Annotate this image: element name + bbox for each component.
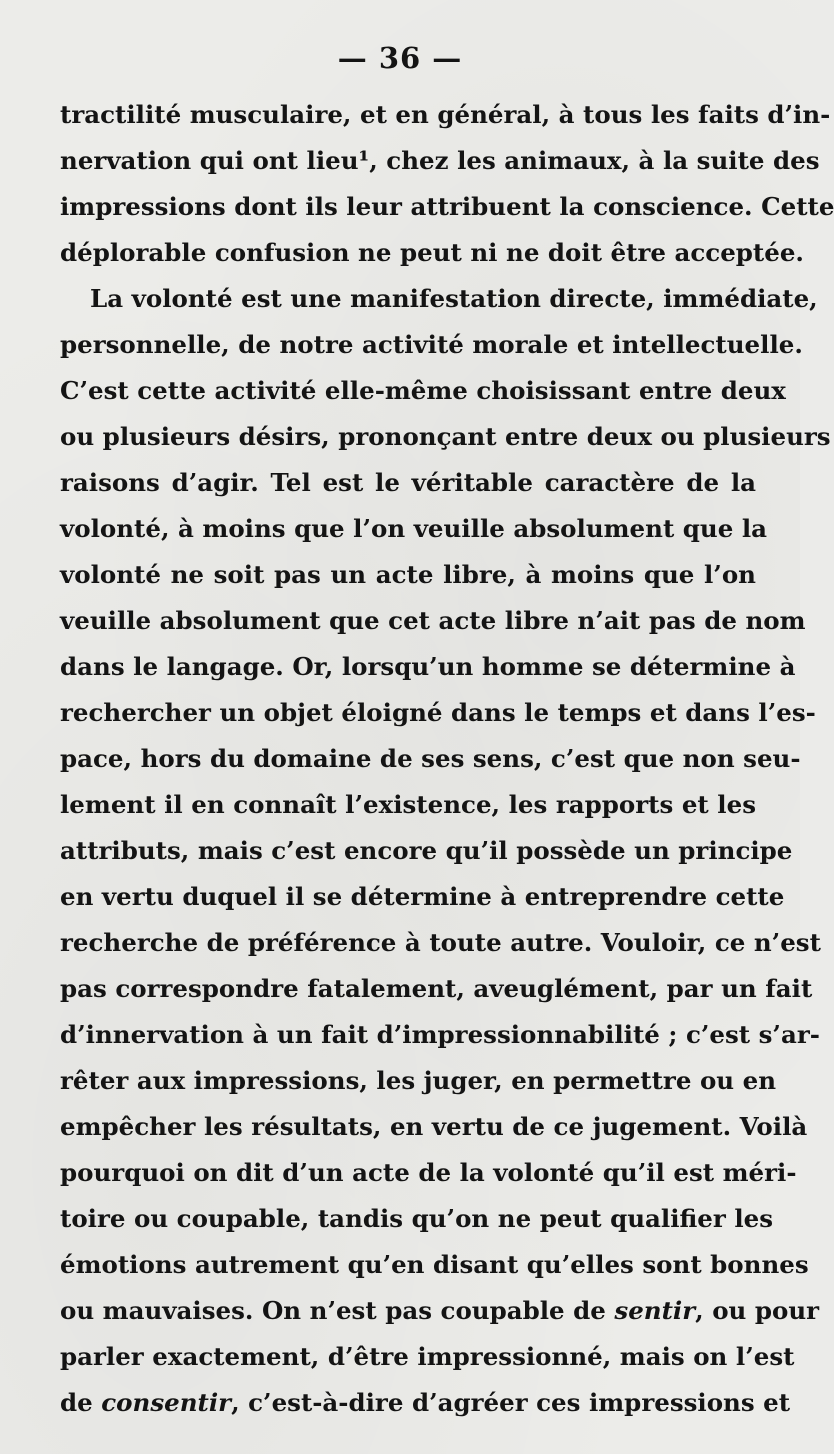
text-run: de [60,1388,93,1417]
body-text [60,92,834,1426]
text-line: parler exactement, d’être impressionné, mais on l’est [60,1342,795,1371]
text-line: dans le langage. Or, lorsqu’un homme se détermine à [60,652,796,681]
text-line: tractilité musculaire, et en général, à tous les faits d’in- [60,100,831,129]
text-line: rechercher un objet éloigné dans le temps et dans l’es- [60,698,816,727]
text-line: veuille absolument que cet acte libre n’ait pas de nom [60,606,806,635]
text-line-with-italic [60,1380,791,1426]
text-line: déplorable confusion ne peut ni ne doit être acceptée. [60,238,804,267]
text-line: toire ou coupable, tandis qu’on ne peut qualifier les [60,1204,774,1233]
text-run: , ou pour [695,1296,820,1325]
text-line: émotions autrement qu’en disant qu’elles sont bonnes [60,1250,809,1279]
text-line: nervation qui ont lieu¹, chez les animaux, à la suite des [60,146,820,175]
text-line: lement il en connaît l’existence, les rapports et les [60,790,756,819]
text-line-with-italic [60,1288,820,1334]
text-line: recherche de préférence à toute autre. Vouloir, ce n’est [60,928,821,957]
text-run: ou mauvaises. On n’est pas coupable de [60,1296,606,1325]
text-line: C’est cette activité elle-même choisissant entre deux [60,376,786,405]
text-line: pourquoi on dit d’un acte de la volonté qu’il est méri- [60,1158,797,1187]
text-line: pas correspondre fatalement, aveuglément, par un fait [60,974,813,1003]
page-number: — 36 — [337,41,463,75]
italic-word-sentir: sentir [614,1296,696,1325]
text-line: en vertu duquel il se détermine à entreprendre cette [60,882,785,911]
paragraph-first-line: La volonté est une manifestation directe, immédiate, [90,284,818,313]
text-line: volonté, à moins que l’on veuille absolument que la [60,514,768,543]
text-line: ou plusieurs désirs, prononçant entre deux ou plusieurs [60,422,831,451]
text-line: empêcher les résultats, en vertu de ce jugement. Voilà [60,1112,808,1141]
text-line: attributs, mais c’est encore qu’il possède un principe [60,836,793,865]
italic-word-consentir: consentir [101,1388,232,1417]
text-line: personnelle, de notre activité morale et intellectuelle. [60,330,803,359]
text-line: volonté ne soit pas un acte libre, à moins que l’on [60,560,756,589]
text-run: , c’est-à-dire d’agréer ces impressions et [231,1388,791,1417]
text-line: pace, hors du domaine de ses sens, c’est que non seu- [60,744,801,773]
text-line: impressions dont ils leur attribuent la conscience. Cette [60,192,834,221]
text-line: d’innervation à un fait d’impressionnabilité ; c’est s’ar- [60,1020,820,1049]
text-line: raisons d’agir. Tel est le véritable caractère de la [60,468,756,497]
text-line: rêter aux impressions, les juger, en permettre ou en [60,1066,777,1095]
